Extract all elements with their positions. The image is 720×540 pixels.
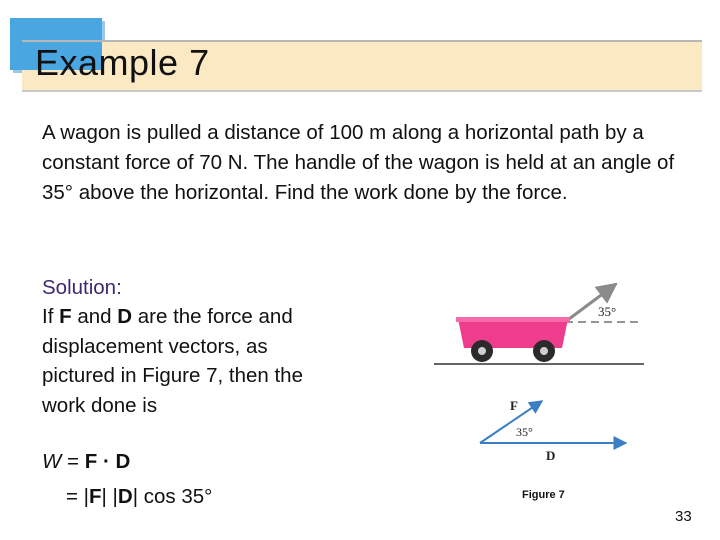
solution-text bbox=[42, 302, 342, 420]
problem-statement: A wagon is pulled a distance of 100 m along a horizontal path by a constant force of 70 N. The handle of the wagon is held at an angle of 35° above the horizontal. Find the work done by the force. bbox=[42, 121, 675, 204]
equation-part: = | bbox=[66, 485, 89, 508]
vector-d: D bbox=[117, 485, 133, 508]
vector-d: D bbox=[117, 305, 133, 328]
wagon-wheel-left-hub bbox=[478, 347, 486, 355]
vector-f-label: F bbox=[510, 398, 518, 413]
angle-label-bottom: 35° bbox=[516, 425, 533, 439]
work-symbol: W bbox=[42, 450, 62, 473]
figure-caption: Figure 7 bbox=[522, 489, 565, 501]
vector-d: D bbox=[115, 450, 131, 473]
work-equation-line-1 bbox=[42, 450, 130, 474]
vector-f: F bbox=[89, 485, 102, 508]
vector-f: F bbox=[84, 450, 98, 473]
equation-part: | cos 35° bbox=[132, 485, 213, 508]
solution-text-part: are the force and displacement vectors, as pictured in Figure 7, then the work done is bbox=[42, 305, 303, 417]
work-equation-line-2 bbox=[66, 485, 212, 509]
vector-f: F bbox=[59, 305, 72, 328]
equals-sign: = bbox=[61, 450, 85, 473]
page-number: 33 bbox=[675, 508, 692, 525]
figure-7-diagram bbox=[430, 278, 652, 472]
solution-heading: Solution: bbox=[42, 276, 122, 299]
vector-d-label: D bbox=[546, 448, 556, 463]
title-bottom-rule bbox=[22, 90, 702, 92]
equation-part: | | bbox=[101, 485, 118, 508]
wagon-wheel-right-hub bbox=[540, 347, 548, 355]
solution-text-part: If bbox=[42, 305, 60, 328]
solution-text-part: and bbox=[71, 305, 118, 328]
wagon-rim bbox=[456, 317, 570, 322]
angle-label-top: 35° bbox=[598, 304, 617, 319]
dot-product-operator: · bbox=[97, 450, 116, 473]
slide-title: Example 7 bbox=[35, 42, 210, 83]
